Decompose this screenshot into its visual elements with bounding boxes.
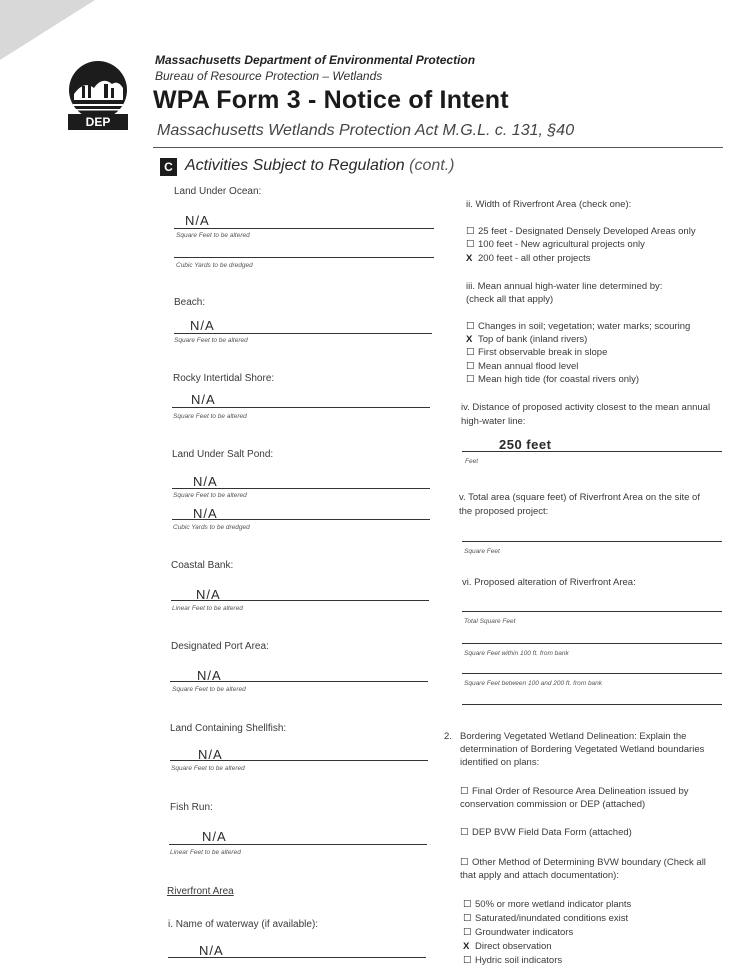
section-title-text: Activities Subject to Regulation xyxy=(185,157,405,174)
hydric-text: Hydric soil indicators xyxy=(475,955,563,966)
width-option-25[interactable] xyxy=(466,226,696,238)
alteration-extra-line xyxy=(462,704,722,705)
method-option-direct[interactable] xyxy=(463,941,552,953)
shellfish-value[interactable]: N/A xyxy=(198,747,223,762)
bvw-line-2: determination of Bordering Vegetated Wetland boundaries xyxy=(460,744,705,755)
final-order-text-1: Final Order of Resource Area Delineation issued by xyxy=(472,786,689,797)
final-order-checkbox[interactable]: ☐ xyxy=(460,786,469,797)
saturated-text: Saturated/inundated conditions exist xyxy=(475,913,629,924)
salt-pond-sqft-line xyxy=(172,488,430,489)
land-under-ocean-cy-line[interactable] xyxy=(174,257,434,258)
beach-caption: Square Feet to be altered xyxy=(174,337,248,344)
high-water-option-soil[interactable] xyxy=(466,321,690,333)
port-area-value[interactable]: N/A xyxy=(197,668,222,683)
waterway-label: i. Name of waterway (if available): xyxy=(168,919,319,930)
other-method-text-1: Other Method of Determining BVW boundary (Check all xyxy=(472,857,706,868)
salt-pond-cy-line xyxy=(172,519,430,520)
distance-label-2: high-water line: xyxy=(461,416,526,427)
high-water-option-tide[interactable] xyxy=(466,374,639,386)
folded-corner xyxy=(0,0,95,60)
final-order-option[interactable] xyxy=(460,786,689,798)
plants-checkbox[interactable]: ☐ xyxy=(463,899,472,910)
soil-checkbox[interactable]: ☐ xyxy=(466,321,475,332)
rocky-shore-line xyxy=(172,407,430,408)
high-water-option-top-of-bank[interactable] xyxy=(466,334,587,346)
alteration-100-line[interactable] xyxy=(462,643,722,644)
land-under-ocean-sqft-caption: Square Feet to be altered xyxy=(176,232,250,239)
method-option-groundwater[interactable] xyxy=(463,927,573,939)
riverfront-heading: Riverfront Area xyxy=(167,886,234,897)
total-area-label-2: the proposed project: xyxy=(459,506,549,517)
method-option-plants[interactable] xyxy=(463,899,631,911)
bvw-number: 2. xyxy=(444,731,452,742)
plants-text: 50% or more wetland indicator plants xyxy=(475,899,632,910)
port-area-label: Designated Port Area: xyxy=(171,641,269,652)
width-25-checkbox[interactable]: ☐ xyxy=(466,226,475,237)
act-reference: Massachusetts Wetlands Protection Act M.G.L. c. 131, §40 xyxy=(157,122,575,139)
bvw-line-1: Bordering Vegetated Wetland Delineation: Explain the xyxy=(460,731,687,742)
land-under-ocean-sqft-value[interactable]: N/A xyxy=(185,213,210,228)
width-100-checkbox[interactable]: ☐ xyxy=(466,239,475,250)
break-checkbox[interactable]: ☐ xyxy=(466,347,475,358)
form-title: WPA Form 3 - Notice of Intent xyxy=(153,86,509,114)
salt-pond-label: Land Under Salt Pond: xyxy=(172,449,274,460)
alteration-label: vi. Proposed alteration of Riverfront Area: xyxy=(462,577,636,588)
dep-logo xyxy=(68,60,128,130)
width-100-text: 100 feet - New agricultural projects only xyxy=(478,239,645,250)
rocky-shore-value[interactable]: N/A xyxy=(191,392,216,407)
waterway-line xyxy=(168,957,426,958)
land-under-ocean-sqft-line xyxy=(174,228,434,229)
tide-text: Mean high tide (for coastal rivers only) xyxy=(478,374,640,385)
coastal-bank-caption: Linear Feet to be altered xyxy=(172,605,243,612)
coastal-bank-label: Coastal Bank: xyxy=(171,560,234,571)
fish-run-value[interactable]: N/A xyxy=(202,829,227,844)
alteration-100-caption: Square Feet within 100 ft. from bank xyxy=(464,650,569,657)
field-form-checkbox[interactable]: ☐ xyxy=(460,827,469,838)
distance-caption: Feet xyxy=(465,458,479,465)
riverfront-width-label: ii. Width of Riverfront Area (check one): xyxy=(466,199,632,210)
land-under-ocean-cy-caption: Cubic Yards to be dredged xyxy=(176,262,253,269)
waterway-value[interactable]: N/A xyxy=(199,943,224,958)
width-option-200[interactable] xyxy=(466,253,590,265)
top-of-bank-checkbox[interactable]: X xyxy=(466,334,473,345)
groundwater-text: Groundwater indicators xyxy=(475,927,574,938)
port-area-line xyxy=(170,681,428,682)
fish-run-label: Fish Run: xyxy=(170,802,213,813)
field-form-text: DEP BVW Field Data Form (attached) xyxy=(472,827,632,838)
distance-label-1: iv. Distance of proposed activity closest to the mean annual xyxy=(461,402,711,413)
width-option-100[interactable] xyxy=(466,239,645,251)
tide-checkbox[interactable]: ☐ xyxy=(466,374,475,385)
alteration-total-line[interactable] xyxy=(462,611,722,612)
section-letter: C xyxy=(160,158,177,176)
total-area-caption: Square Feet xyxy=(464,548,500,555)
high-water-option-break[interactable] xyxy=(466,347,607,359)
other-method-checkbox[interactable]: ☐ xyxy=(460,857,469,868)
port-area-caption: Square Feet to be altered xyxy=(172,686,246,693)
coastal-bank-line xyxy=(171,600,429,601)
hydric-checkbox[interactable]: ☐ xyxy=(463,955,472,966)
alteration-total-caption: Total Square Feet xyxy=(464,618,516,625)
flood-text: Mean annual flood level xyxy=(478,361,579,372)
section-title xyxy=(185,157,454,175)
shellfish-line xyxy=(170,760,428,761)
flood-checkbox[interactable]: ☐ xyxy=(466,361,475,372)
method-option-saturated[interactable] xyxy=(463,913,628,925)
alteration-200-caption: Square Feet between 100 and 200 ft. from bank xyxy=(464,680,603,687)
width-200-checkbox[interactable]: X xyxy=(466,253,473,264)
high-water-label-2: (check all that apply) xyxy=(466,294,554,305)
beach-label: Beach: xyxy=(174,297,206,308)
method-option-hydric[interactable] xyxy=(463,955,562,967)
agency-name: Massachusetts Department of Environmental Protection xyxy=(155,53,476,67)
saturated-checkbox[interactable]: ☐ xyxy=(463,913,472,924)
direct-observation-checkbox[interactable]: X xyxy=(463,941,470,952)
high-water-option-flood[interactable] xyxy=(466,361,578,373)
salt-pond-sqft-value[interactable]: N/A xyxy=(193,474,218,489)
width-200-text: 200 feet - all other projects xyxy=(478,253,591,264)
coastal-bank-value[interactable]: N/A xyxy=(196,587,221,602)
bvw-line-3: identified on plans: xyxy=(460,757,540,768)
shellfish-label: Land Containing Shellfish: xyxy=(170,723,287,734)
beach-value[interactable]: N/A xyxy=(190,318,215,333)
fish-run-caption: Linear Feet to be altered xyxy=(170,849,241,856)
total-area-label-1: v. Total area (square feet) of Riverfront Area on the site of xyxy=(459,492,700,503)
direct-observation-text: Direct observation xyxy=(475,941,552,952)
section-cont: (cont.) xyxy=(409,157,455,174)
distance-value[interactable]: 250 feet xyxy=(499,437,552,452)
rocky-shore-caption: Square Feet to be altered xyxy=(173,413,247,420)
break-text: First observable break in slope xyxy=(478,347,608,358)
beach-line xyxy=(174,333,432,334)
high-water-label-1: iii. Mean annual high-water line determined by: xyxy=(466,281,663,292)
other-method-option[interactable] xyxy=(460,857,706,869)
alteration-200-line[interactable] xyxy=(462,673,722,674)
header-divider xyxy=(153,147,723,148)
land-under-ocean-label: Land Under Ocean: xyxy=(174,186,262,197)
groundwater-checkbox[interactable]: ☐ xyxy=(463,927,472,938)
other-method-text-2: that apply and attach documentation): xyxy=(460,870,619,881)
distance-line xyxy=(462,451,722,452)
logo-text: DEP xyxy=(85,115,111,129)
width-25-text: 25 feet - Designated Densely Developed Areas only xyxy=(478,226,696,237)
shellfish-caption: Square Feet to be altered xyxy=(171,765,245,772)
bureau-name: Bureau of Resource Protection – Wetlands xyxy=(155,69,383,83)
salt-pond-cy-value[interactable]: N/A xyxy=(193,506,218,521)
total-area-line[interactable] xyxy=(462,541,722,542)
salt-pond-sqft-caption: Square Feet to be altered xyxy=(173,492,247,499)
top-of-bank-text: Top of bank (inland rivers) xyxy=(478,334,588,345)
field-form-option[interactable] xyxy=(460,827,632,839)
salt-pond-cy-caption: Cubic Yards to be dredged xyxy=(173,524,250,531)
final-order-text-2: conservation commission or DEP (attached) xyxy=(460,799,646,810)
rocky-shore-label: Rocky Intertidal Shore: xyxy=(173,373,275,384)
soil-text: Changes in soil; vegetation; water marks; scouring xyxy=(478,321,691,332)
fish-run-line xyxy=(169,844,427,845)
